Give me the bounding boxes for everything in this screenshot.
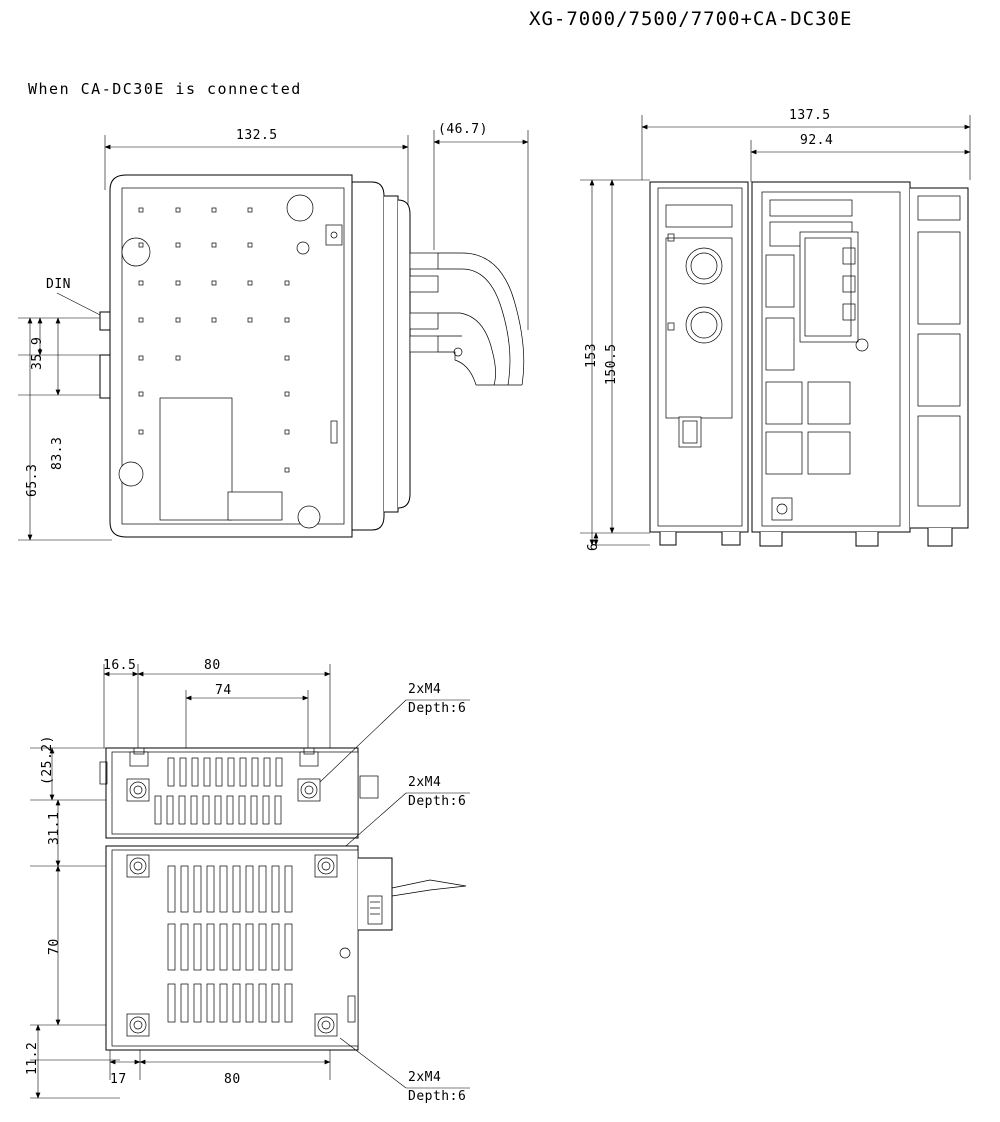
screw-hole bbox=[315, 855, 337, 877]
page-title: XG-7000/7500/7700+CA-DC30E bbox=[529, 8, 853, 30]
callout-1-line2: Depth:6 bbox=[408, 701, 467, 716]
dim-side-132-5: 132.5 bbox=[236, 128, 278, 143]
note-text: When CA-DC30E is connected bbox=[28, 80, 302, 98]
top-view-group bbox=[30, 664, 470, 1098]
dim-top-11-2: 11.2 bbox=[25, 1041, 40, 1075]
dim-front-6: 6 bbox=[586, 542, 601, 551]
dim-side-83-3: 83.3 bbox=[50, 436, 65, 470]
label-din: DIN bbox=[46, 277, 71, 292]
dim-top-70: 70 bbox=[47, 938, 62, 955]
side-view-group bbox=[18, 130, 528, 540]
dim-front-92-4: 92.4 bbox=[800, 133, 834, 148]
dim-front-137-5: 137.5 bbox=[789, 108, 831, 123]
screw-hole bbox=[127, 1014, 149, 1036]
dim-front-150-5: 150.5 bbox=[604, 343, 619, 385]
screw-hole bbox=[127, 855, 149, 877]
dim-side-46-7: (46.7) bbox=[438, 122, 488, 137]
dim-side-35-9: 35.9 bbox=[30, 336, 45, 370]
callout-2-line2: Depth:6 bbox=[408, 794, 467, 809]
front-view-group bbox=[580, 115, 970, 546]
callout-2-line1: 2xM4 bbox=[408, 775, 442, 790]
callout-1-line1: 2xM4 bbox=[408, 682, 442, 697]
dim-side-65-3: 65.3 bbox=[25, 463, 40, 497]
screw-hole bbox=[315, 1014, 337, 1036]
callout-3-line1: 2xM4 bbox=[408, 1070, 442, 1085]
dim-front-153: 153 bbox=[584, 343, 599, 368]
dim-top-80: 80 bbox=[204, 658, 221, 673]
dim-top-74: 74 bbox=[215, 683, 232, 698]
callout-3-line2: Depth:6 bbox=[408, 1089, 467, 1104]
dim-top-17: 17 bbox=[110, 1072, 127, 1087]
dim-top-80-b: 80 bbox=[224, 1072, 241, 1087]
dim-top-31-1: 31.1 bbox=[47, 811, 62, 845]
screw-hole bbox=[298, 779, 320, 801]
dim-top-16-5: 16.5 bbox=[103, 658, 137, 673]
screw-hole bbox=[127, 779, 149, 801]
dim-top-25-2: (25.2) bbox=[40, 735, 55, 785]
